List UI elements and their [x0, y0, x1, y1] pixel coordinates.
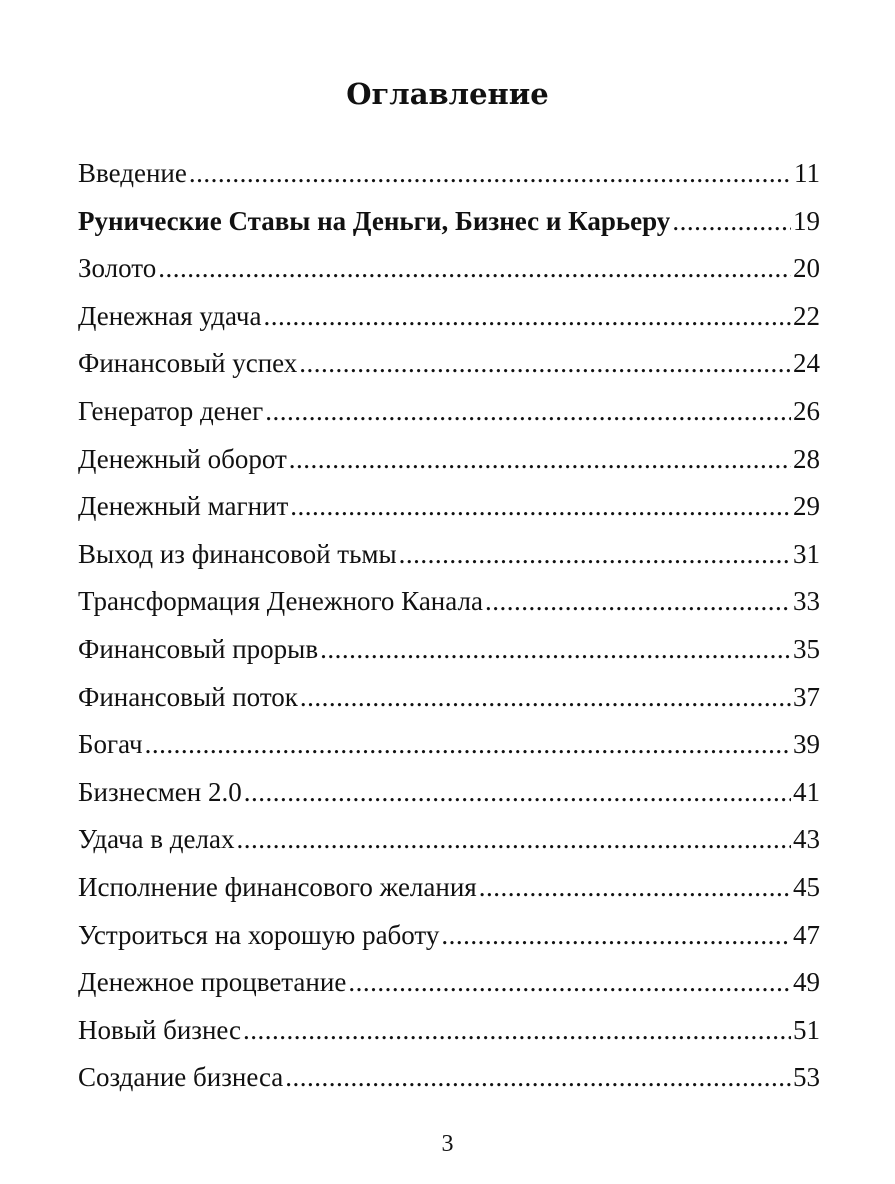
dot-leader: [243, 1007, 791, 1055]
toc-entry-title: Финансовый поток: [78, 681, 298, 712]
toc-entry-title: Рунические Ставы на Деньги, Бизнес и Карьеру: [78, 205, 671, 236]
dot-leader: [348, 959, 791, 1007]
toc-entry-page: 20: [793, 253, 820, 284]
dot-leader: [263, 293, 791, 341]
dot-leader: [399, 531, 791, 579]
dot-leader: [236, 816, 791, 864]
toc-entry-title: Выход из финансовой тьмы: [78, 538, 397, 569]
dot-leader: [145, 721, 791, 769]
toc-entry: [78, 293, 820, 341]
toc-entry: [78, 198, 820, 246]
dot-leader: [479, 864, 791, 912]
toc-entry-title: Денежный оборот: [78, 443, 287, 474]
toc-entry-title: Устроиться на хорошую работу: [78, 919, 440, 950]
toc-entry-page: 49: [793, 967, 820, 998]
toc-entry-title: Денежная удача: [78, 300, 262, 331]
toc-entry-page: 47: [793, 919, 820, 950]
toc-entry-page: 41: [793, 776, 820, 807]
toc-entry: [78, 578, 820, 626]
toc-entry-page: 11: [794, 158, 820, 188]
dot-leader: [290, 483, 791, 531]
toc-entry-title: Генератор денег: [78, 395, 264, 426]
dot-leader: [289, 436, 791, 484]
toc-entry-title: Исполнение финансового желания: [78, 871, 477, 902]
toc-entry: [78, 959, 820, 1007]
toc-entry-title: Богач: [78, 729, 143, 760]
toc-entry: [78, 531, 820, 579]
page-title: Оглавление: [346, 77, 549, 111]
toc-entry-page: 29: [793, 491, 820, 522]
toc-entry-page: 28: [793, 443, 820, 474]
toc-entry: [78, 1054, 820, 1102]
dot-leader: [299, 340, 791, 388]
dot-leader: [158, 245, 791, 293]
toc-entry-title: Трансформация Денежного Канала: [78, 586, 483, 617]
dot-leader: [285, 1054, 791, 1102]
toc-entry-title: Новый бизнес: [78, 1014, 242, 1045]
toc-entry-page: 19: [793, 205, 820, 236]
toc-entry-page: 22: [793, 300, 820, 331]
toc-entry-page: 37: [793, 681, 820, 712]
toc-entry-title: Финансовый успех: [78, 348, 298, 379]
page-number: 3: [441, 1131, 454, 1157]
toc-entry-title: Финансовый прорыв: [78, 633, 319, 664]
toc-entry-title: Введение: [78, 158, 187, 188]
toc-entry: [78, 864, 820, 912]
toc-entry: [78, 388, 820, 436]
toc-entry-title: Бизнесмен 2.0: [78, 776, 242, 807]
toc-entry-title: Удача в делах: [78, 824, 235, 855]
dot-leader: [672, 198, 791, 246]
toc-entry: [78, 340, 820, 388]
toc-entry: [78, 769, 820, 817]
toc-entry-page: 39: [793, 729, 820, 760]
toc-entry-page: 31: [793, 538, 820, 569]
toc-entry-title: Золото: [78, 253, 157, 284]
dot-leader: [300, 674, 791, 722]
toc-entry: [78, 150, 820, 198]
table-of-contents: [78, 150, 820, 1102]
dot-leader: [320, 626, 791, 674]
toc-entry: [78, 816, 820, 864]
dot-leader: [485, 578, 791, 626]
toc-entry: [78, 1007, 820, 1055]
toc-entry: [78, 912, 820, 960]
toc-entry-page: 45: [793, 871, 820, 902]
toc-entry-page: 53: [793, 1062, 820, 1093]
toc-entry-title: Денежный магнит: [78, 491, 289, 522]
toc-entry: [78, 483, 820, 531]
toc-entry: [78, 626, 820, 674]
toc-entry: [78, 721, 820, 769]
toc-entry-title: Создание бизнеса: [78, 1062, 284, 1093]
toc-entry: [78, 436, 820, 484]
toc-entry-title: Денежное процветание: [78, 967, 347, 998]
dot-leader: [189, 150, 792, 198]
toc-entry-page: 26: [793, 395, 820, 426]
toc-entry-page: 35: [793, 633, 820, 664]
toc-entry-page: 24: [793, 348, 820, 379]
dot-leader: [265, 388, 791, 436]
toc-entry: [78, 245, 820, 293]
toc-entry-page: 33: [793, 586, 820, 617]
toc-entry: [78, 674, 820, 722]
toc-entry-page: 51: [793, 1014, 820, 1045]
toc-entry-page: 43: [793, 824, 820, 855]
dot-leader: [441, 912, 791, 960]
dot-leader: [244, 769, 791, 817]
